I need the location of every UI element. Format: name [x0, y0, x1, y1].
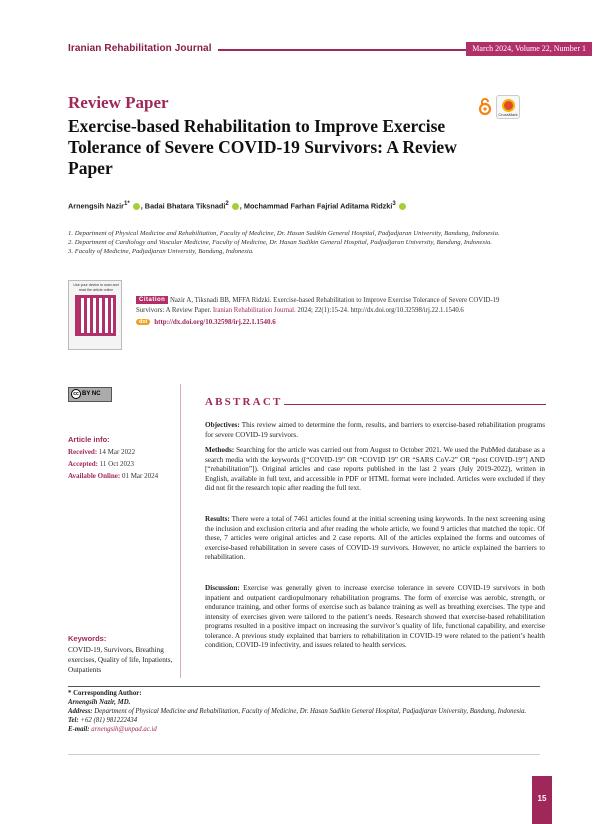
open-access-icon	[478, 97, 492, 115]
author-marks: 3	[392, 200, 396, 207]
article-type: Review Paper	[68, 93, 169, 112]
author-list: Arnengsih Nazir$^{1*}$ , Badai Bhatara Tiksnadi$^2$ , Mochammad Farhan Fajrial Aditama Ridzki$^3$	[68, 200, 538, 210]
online-row	[68, 472, 158, 480]
accepted-row	[68, 460, 134, 468]
tel-label: Tel:	[68, 717, 79, 724]
citation-label: Citation	[136, 296, 168, 304]
abstract-objectives	[205, 421, 545, 440]
crossmark-icon[interactable]	[496, 95, 520, 119]
author-name: Badai Bhatara Tiksnadi	[144, 201, 226, 211]
orcid-icon[interactable]	[399, 203, 406, 210]
received-row	[68, 448, 135, 456]
corresponding-name: Arnengsih Nazir, MD.	[68, 699, 131, 706]
corresponding-rule	[68, 686, 540, 687]
abstract-discussion	[205, 584, 545, 651]
affiliation-item: 1. Department of Physical Medicine and Rehabilitation, Faculty of Medicine, Dr. Hasan Sadikin General Hospital, Padjadjaran University, Bandung, Indonesia.	[68, 230, 500, 237]
footer-rule	[68, 754, 540, 755]
doi-line	[136, 318, 276, 326]
email-label: E-mail:	[68, 726, 90, 733]
cc-icon: cc	[71, 389, 81, 399]
abstract-rule	[284, 404, 546, 405]
qr-code-box[interactable]	[68, 280, 122, 350]
doi-link[interactable]: http://dx.doi.org/10.32598/irj.22.1.1540.6	[154, 318, 276, 326]
objectives-text: This review aimed to determine the form, results, and barriers to exercise-based rehabilitation programs for severe COVID-19 survivors.	[205, 421, 545, 439]
abstract-heading: ABSTRACT	[205, 396, 283, 408]
affiliations	[68, 229, 538, 257]
author-name: Arnengsih Nazir	[68, 201, 124, 211]
doi-icon: doi	[136, 319, 150, 325]
accepted-date: 11 Oct 2023	[99, 460, 135, 468]
email-link[interactable]: arnengsih@unpad.ac.id	[91, 726, 157, 733]
corresponding-heading: * Corresponding Author:	[68, 690, 142, 697]
methods-text: Searching for the article was carried out from August to October 2021. We used the PubMed database as a search media with the keywords ([“COVID-19” OR “COVID 19” OR “SARS CoV-2” OR “post COVID-19”] AND [“rehabilitation”]). Original articles and case reports published in the last 2 years (July 2019-2022), written in English, available in full text, and accessible in PDF or HTML format were included. Articles were excluded if they did not fit the research topic after reading the full text.	[205, 446, 546, 492]
page-number: 15	[532, 776, 552, 824]
objectives-label: Objectives:	[205, 421, 240, 429]
accepted-label: Accepted:	[68, 460, 98, 468]
author-marks: 1*	[123, 200, 130, 207]
corresponding-email	[68, 725, 540, 734]
citation-text	[136, 296, 508, 315]
affiliation-item: 3. Faculty of Medicine, Padjadjaran University, Bandung, Indonesia.	[68, 248, 254, 256]
corresponding-author	[68, 689, 540, 734]
citation-rest: 2024; 22(1):15-24. http://dx.doi.org/10.32598/irj.22.1.1540.6	[297, 306, 464, 314]
journal-name: Iranian Rehabilitation Journal	[68, 42, 218, 56]
keywords-heading: Keywords:	[68, 634, 107, 643]
license-text: BY NC	[82, 391, 101, 397]
author-marks: 2	[225, 200, 229, 207]
abstract-methods	[205, 446, 545, 494]
received-label: Received:	[68, 448, 98, 456]
received-date: 14 Mar 2022	[98, 448, 136, 456]
address-label: Address:	[68, 708, 93, 715]
keywords-text: COVID-19, Survivors, Breathing exercises, Quality of life, Inpatients, Outpatients	[68, 646, 173, 674]
article-info-heading: Article info:	[68, 435, 110, 444]
citation-journal: Iranian Rehabilitation Journal.	[212, 306, 296, 314]
orcid-icon[interactable]	[232, 203, 239, 210]
online-label: Available Online:	[68, 472, 121, 480]
issue-badge: March 2024, Volume 22, Number 1	[466, 42, 592, 56]
orcid-icon[interactable]	[133, 203, 140, 210]
results-label: Results:	[205, 515, 230, 523]
tel-number: +62 (81) 981222434	[80, 717, 138, 724]
corresponding-address	[68, 707, 540, 716]
article-title: Exercise-based Rehabilitation to Improve Exercise Tolerance of Severe COVID-19 Survivors: A Review Paper	[68, 116, 457, 178]
citation-body: Nazir A, Tiksnadi BB, MFFA Ridzki. Exercise-based Rehabilitation to Improve Exercise Tolerance of Severe COVID-19 Survivors: A Review Paper.	[136, 297, 500, 314]
crossmark-logo	[502, 99, 515, 112]
column-divider	[180, 384, 181, 678]
abstract-results	[205, 515, 545, 563]
qr-code-icon	[75, 295, 116, 336]
journal-header	[0, 42, 600, 57]
discussion-text: Exercise was generally given to increase exercise tolerance in severe COVID-19 survivors in both inpatient and outpatient cardiopulmonary rehabilitation programs. The form of exercise was aerobic, strength, or endurance training, and other forms of exercise such as balance training as well as breathing exercises. The type and intensity of exercises given were tailored to the patient’s needs. Research showed that exercise-based rehabilitation programs resulted in a positive impact on increasing the survivor’s quality of life, functional capability, and exercise tolerance. A previous study explained that barriers to rehabilitation in COVID-19 were related to the patient’s health condition, COVID-19 infectivity, and issues related to health services.	[205, 584, 546, 649]
address-text: Department of Physical Medicine and Rehabilitation, Faculty of Medicine, Dr. Hasan Sadikin General Hospital, Padjadjaran University, Bandung, Indonesia.	[94, 708, 527, 715]
results-text: There were a total of 7461 articles found at the initial screening using keywords. In the next screening using the inclusion and exclusion criteria and after reading the whole article, we found 9 articles that matched the topic. Of these, 7 articles were original articles and 2 case reports. All of the articles explained the forms and outcomes of exercise-based rehabilitation in severe cases of COVID-19 survivors. However, no article explained the barriers to rehabilitation.	[205, 515, 546, 561]
methods-label: Methods:	[205, 446, 235, 454]
affiliation-item: 2. Department of Cardiology and Vascular Medicine, Faculty of Medicine, Dr. Hasan Sadikin General Hospital, Padjadjaran University, Bandung, Indonesia.	[68, 239, 492, 247]
qr-caption: Use your device to scan and read the article online	[73, 283, 119, 292]
cc-license-badge[interactable]	[68, 387, 112, 402]
author-name: Mochammad Farhan Fajrial Aditama Ridzki	[243, 201, 393, 211]
discussion-label: Discussion:	[205, 584, 240, 592]
corresponding-tel	[68, 716, 540, 725]
crossmark-label: CrossMark	[498, 112, 518, 117]
online-date: 01 Mar 2024	[121, 472, 159, 480]
